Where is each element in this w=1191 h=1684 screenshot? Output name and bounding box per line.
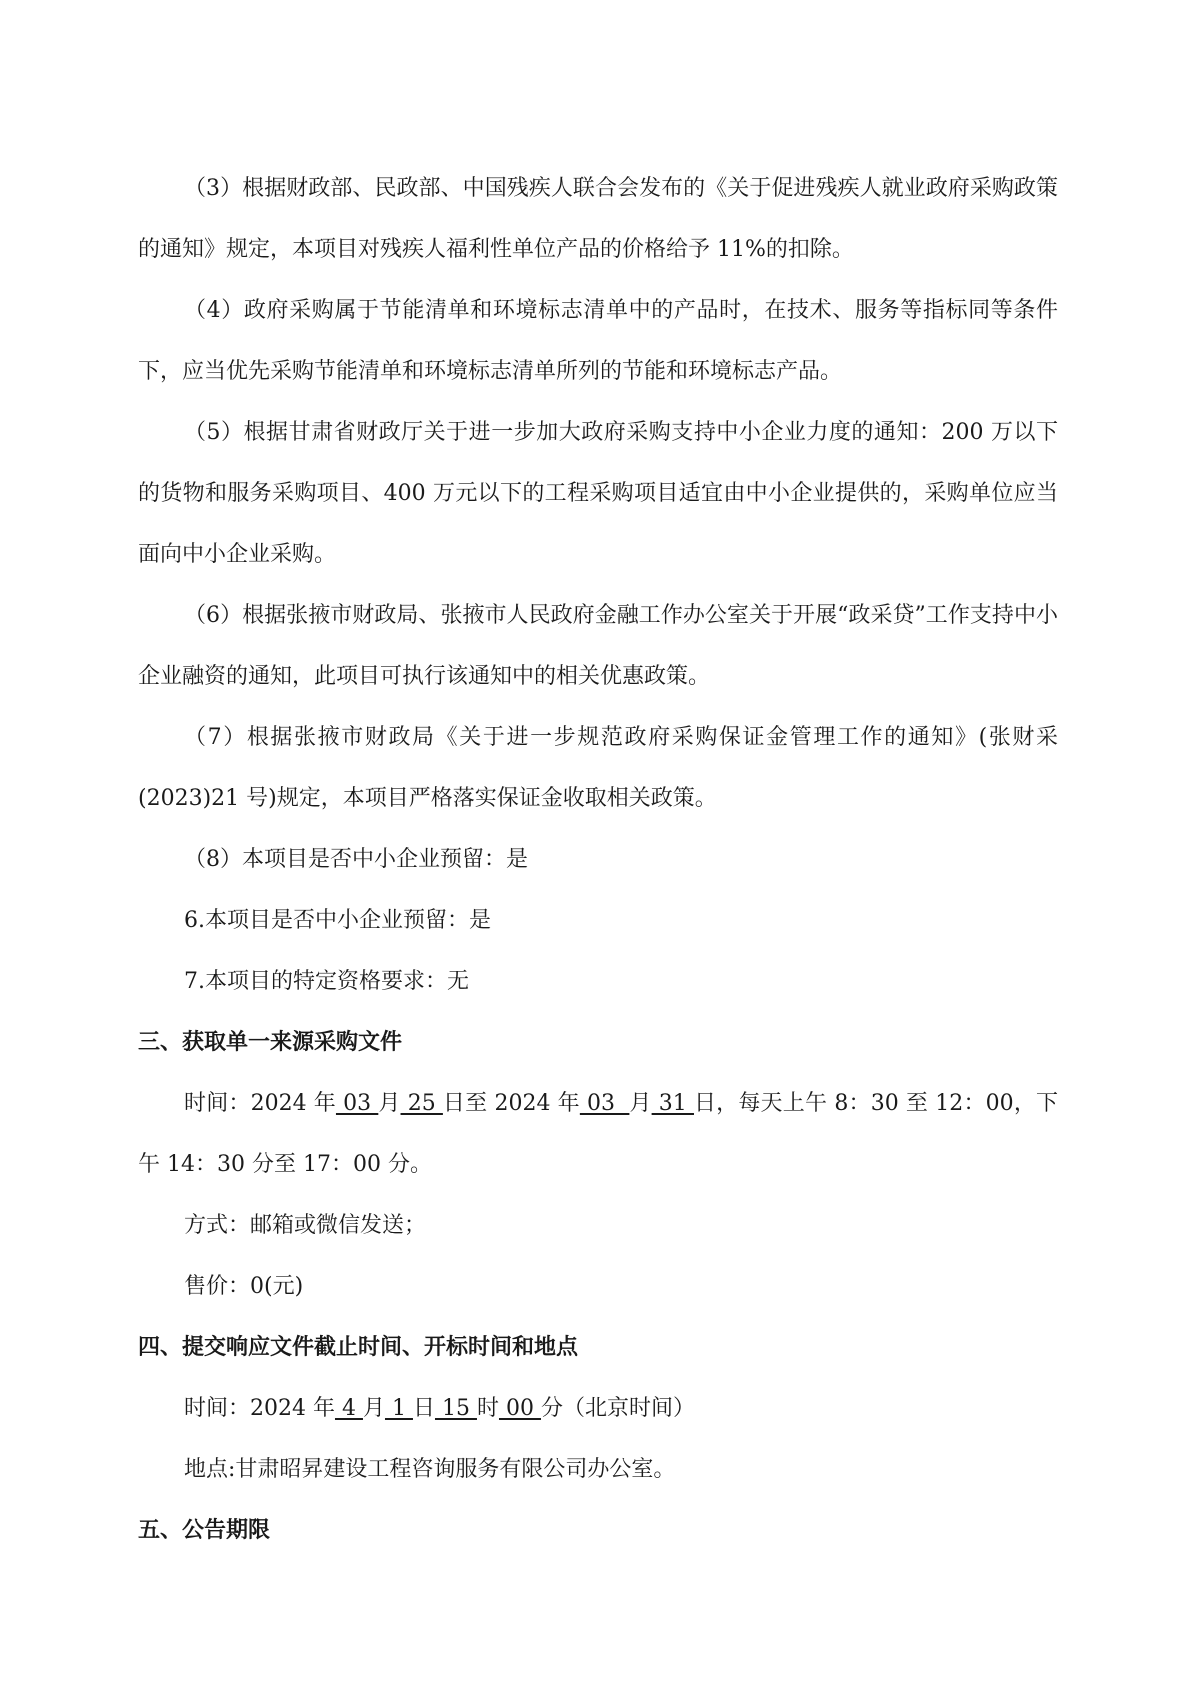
minute-label: 分（北京时间） — [540, 1396, 695, 1421]
time-suffix: 日，每天上午 8：30 至 12：00，下午 14：30 分至 17：00 分。 — [138, 1091, 1059, 1177]
month-label: 月 — [378, 1091, 401, 1116]
section-3-price: 售价：0(元) — [184, 1274, 304, 1299]
section-4-time — [138, 1378, 1058, 1439]
day-label: 日 — [412, 1396, 435, 1421]
start-month: 03 — [335, 1091, 379, 1116]
section-4-location: 地点:甘肃昭昇建设工程咨询服务有限公司办公室。 — [184, 1457, 676, 1482]
paragraph-6: （6）根据张掖市财政局、张掖市人民政府金融工作办公室关于开展“政采贷”工作支持中小企业融资的通知，此项目可执行该通知中的相关优惠政策。 — [138, 603, 1058, 689]
end-day: 31 — [651, 1091, 694, 1116]
deadline-minute: 00 — [498, 1396, 541, 1421]
paragraph-7: （7）根据张掖市财政局《关于进一步规范政府采购保证金管理工作的通知》(张财采(2023)21 号)规定，本项目严格落实保证金收取相关政策。 — [138, 725, 1058, 811]
section-3-heading: 三、获取单一来源采购文件 — [138, 1030, 403, 1055]
month-label: 月 — [362, 1396, 385, 1421]
end-month: 03 — [579, 1091, 630, 1116]
time-prefix: 时间：2024 年 — [184, 1091, 336, 1116]
time-mid: 日至 2024 年 — [442, 1091, 580, 1116]
document-body — [138, 158, 1058, 1561]
section-3-method: 方式：邮箱或微信发送； — [184, 1213, 427, 1238]
month-label-2: 月 — [629, 1091, 652, 1116]
section-4-heading: 四、提交响应文件截止时间、开标时间和地点 — [138, 1335, 579, 1360]
deadline-day: 1 — [384, 1396, 413, 1421]
time-prefix: 时间：2024 年 — [184, 1396, 335, 1421]
item-7: 7.本项目的特定资格要求：无 — [184, 969, 469, 994]
deadline-month: 4 — [334, 1396, 363, 1421]
start-day: 25 — [400, 1091, 443, 1116]
section-5-heading: 五、公告期限 — [138, 1518, 271, 1543]
paragraph-5: （5）根据甘肃省财政厅关于进一步加大政府采购支持中小企业力度的通知：200 万以下的货物和服务采购项目、400 万元以下的工程采购项目适宜由中小企业提供的，采购单位应当面向中小企业采购。 — [138, 420, 1058, 567]
section-3-time — [138, 1073, 1058, 1195]
deadline-hour: 15 — [434, 1396, 477, 1421]
paragraph-4: （4）政府采购属于节能清单和环境标志清单中的产品时，在技术、服务等指标同等条件下，应当优先采购节能清单和环境标志清单所列的节能和环境标志产品。 — [138, 298, 1058, 384]
item-6: 6.本项目是否中小企业预留：是 — [184, 908, 491, 933]
hour-label: 时 — [476, 1396, 499, 1421]
paragraph-3: （3）根据财政部、民政部、中国残疾人联合会发布的《关于促进残疾人就业政府采购政策的通知》规定，本项目对残疾人福利性单位产品的价格给予 11%的扣除。 — [138, 176, 1058, 262]
paragraph-8: （8）本项目是否中小企业预留：是 — [184, 847, 528, 872]
